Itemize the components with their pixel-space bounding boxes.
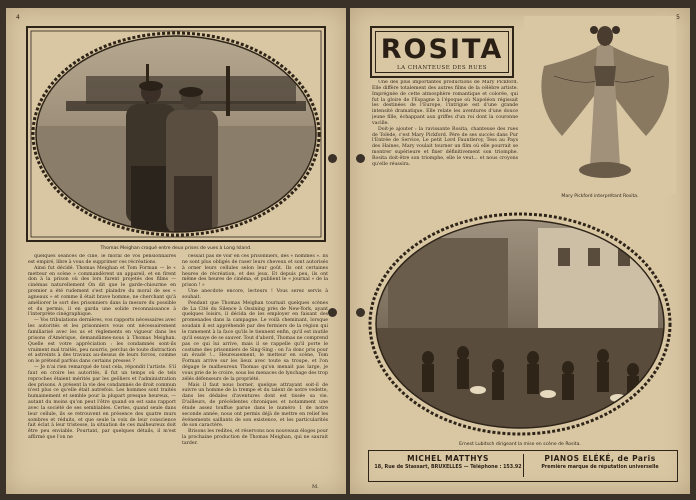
page-number-right: 5	[676, 14, 680, 21]
left-page	[6, 8, 346, 494]
paragraph: Pendant que Thomas Meighan tournait quelques scènes de La Cité du Silence à Ossining près de New-York, ayant quelques loisirs, il décida de les employer en faisant des promenades dans la campagne. Le voilà cheminant, lorsque soudain il est appréhendé par des fermiers de la région qui le ramenent à la face qu'ils le tiennent enfin, qu'il est inutile qu'il essaye de se sauver. Tout d'abord, Thomas ne comprend pas ce qui lui arrive, mais il se rappelle qu'il porte le costume des prisonniers de Sing-Sing : on l'a donc pris pour un évadé !... Heureusement, le metteur en scène, Tom Forman arrive sur les lieux avec toute sa troupe, et l'on dégage le malheureux Thomas qu'on menait pas large, je vous prie de le croire, sous les menaces de lynchage des trop zélés défenseurs de la propriété.	[182, 300, 328, 382]
photo-ornate-frame	[26, 26, 326, 242]
paragraph: — Vos tribulations dernières, vos rapports nécessaires avec les autorités et les prisonniers vous ont nécessairement familiarisé avec les us et règlements en vigueur dans les prisons d'Amérique, demandâmes-nous à Thomas Meighan. Quelle est votre appréciation : les condamnés sont-ils vraiment mal traités, peu nourris, perclus de toute distraction et astreints à des travaux au-dessus de leurs forces, comme on le prétend parfois dans certains presses ?	[28, 318, 176, 365]
scene-ornate-frame	[368, 208, 672, 440]
ad-pianos	[527, 454, 673, 470]
paragraph: Doit-je ajouter : la ravissante Rosita, chanteuse des rues de Tolède, c'est Mary Pickford. Père de ses succès dans Pur l'Entrée de Service, Le petit Lord Fauntleroy, Tess au Pays des Haines, Mary voulait tourner un film où elle pourrait se montrer supérieure et fixer définitivement son triomphe. Rosita doit-être son triomphe, elle le veut... et nous croyons qu'elle réussira.	[372, 126, 518, 167]
paragraph: Ainsi fut décidé. Thomas Meighan et Tom Forman — le « metteur en scène » commandèrent un appareil, et en firent don à la prison où des lors furent projetés des films — cinémas naturellement On dit que le garde-chiourme en premier a été rudement s'est plaindre du moral de ses « agneaux » et comme il était brave homme, ne cherchant qu'à améliorer le sort des prisonniers dans la mesure du possible et du permis, il en garda une solide reconnaissance à l'interprète cinégraphique.	[28, 265, 176, 318]
ad-matthys-address: 18, Rue de Stassart, BRUXELLES — Téléphone : 153.92	[374, 465, 522, 470]
article-signature: M.	[312, 484, 319, 490]
article-subtitle: LA CHANTEUSE DES RUES	[396, 65, 487, 71]
mary-pickford-portrait	[524, 16, 676, 194]
paragraph: cessait pas de voir en ces prisonniers, des « hommes ». Ils ne sont plus obligés de raser leurs cheveux et sont autorisés à orner leurs cellules selon leur goût. Ils ont certaines heures de récréation, et des jeux. Et depuis peu, ils ont même des heures de cinéma, et publient le « journal » de la prison ! »	[182, 254, 328, 289]
page-number-left: 4	[16, 14, 20, 21]
title-frame	[370, 26, 514, 78]
right-column	[372, 80, 518, 208]
binder-hole	[328, 308, 337, 317]
ad-matthys	[373, 454, 523, 470]
article-title: ROSITA	[380, 34, 504, 65]
paragraph: quelques séances de ciné, le moral de vos pensionnaires est empiré, libre à vous de supprimer ces récréations.	[28, 254, 176, 265]
paragraph: Mais il faut nous borner, quelque attrayant soit-il de suivre un homme de la trempe et du talent de notre vedette, dans les dédales d'aventures dont est tissée sa vie. D'ailleurs, de précédentes chroniques et notamment une étude assez touffue parue dans le numéro 1 de notre seconde année, nous ont permis déjà de mettre en relief les événements saillants de son existence, et les particularités de son caractère.	[182, 382, 328, 429]
portrait-caption: Mary Pickford interprétant Rosita.	[561, 194, 639, 199]
binder-hole	[328, 154, 337, 163]
ad-pianos-name: PIANOS ELÉKÉ, de Paris	[544, 454, 656, 463]
binder-hole	[356, 308, 365, 317]
paragraph: Une anecdote encore, lecteurs ! Vous serez servis à souhait.	[182, 289, 328, 300]
ad-matthys-name: MICHEL MATTHYS	[407, 454, 489, 463]
ad-pianos-tagline: Première marque de réputation universelle	[541, 465, 659, 470]
ad-divider	[523, 454, 524, 477]
binder-hole	[356, 154, 365, 163]
right-page	[350, 8, 690, 494]
rosita-set-photo	[368, 208, 672, 440]
photo-caption-meighan: Thomas Meighan croqué entre deux prises de vues à Long Island.	[100, 246, 252, 251]
left-column-1	[28, 254, 176, 490]
paragraph: Brisons les redites, et réservons nos nouveaux éloges pour la prochaine production de Thomas Meighan, qui ne saurait tarder.	[182, 429, 328, 446]
scene-caption: Ernest Lubitsch dirigeant la mise en scène de Rosita.	[459, 442, 581, 447]
advertisement-box	[368, 450, 678, 482]
left-column-2	[182, 254, 328, 486]
paragraph: — Je n'ai rien remarqué de tout cela, répondit l'artiste. S'il faut en croire les autorités, il fut un temps où de tels reproches étaient mérités par les geôliers et l'administration des prisons. A présent la vie des condamnés de droit commun n'est plus ce qu'elle était autrefois. Les hommes sont traités humainement et semble pour la plupart presque heureux, — autant du moins qu'on peut l'être quand on est sans rapport avec la société de ses semblables. Certes, quand seule dans leur cellule, ils se retrouvent en présence des quatre murs sombres et réduits, et que seule la voix de leur conscience fait éclat à leur tristesse, la situation de ces malheureux doit être peu enviable. Pourtant, par quelques détails, il m'est affirmé que l'on ne	[28, 365, 176, 441]
paragraph: Une des plus importantes productions de Mary Pickford. Elle diffère totalement des autres films de la célèbre artiste. Imprégnée de cette atmosphère romantique et colorée, qui fut la gloire de l'Espagne à l'époque où Napoléon régissait les destinées de l'Europe, l'intrigue est d'une grande intensité dramatique. Elle relate les aventures d'une douce jeune fille, échappant aux griffes d'un roi dont la couronne vacille.	[372, 80, 518, 126]
